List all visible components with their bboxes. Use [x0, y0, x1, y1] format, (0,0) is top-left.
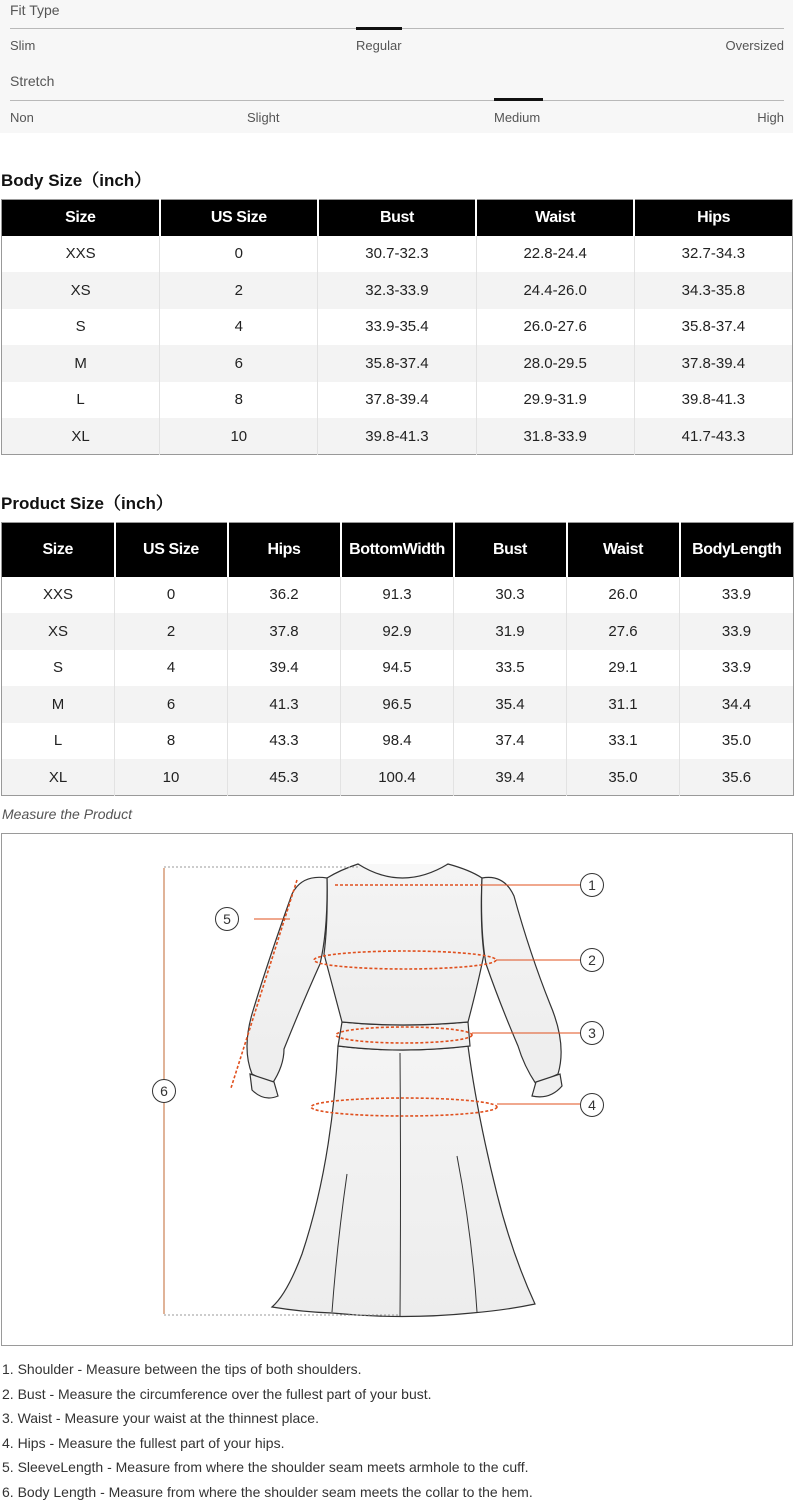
fit-panel: [0, 0, 793, 133]
table-row: [2, 759, 794, 796]
table-cell: 35.8-37.4: [318, 345, 476, 382]
table-cell: 37.4: [454, 723, 567, 760]
body-size-table: [1, 199, 793, 455]
table-cell: 2: [115, 613, 228, 650]
table-cell: 98.4: [341, 723, 454, 760]
marker-2-label: 2: [588, 952, 596, 968]
table-cell: M: [2, 345, 160, 382]
table-row: [2, 309, 793, 346]
marker-1-label: 1: [588, 877, 596, 893]
table-cell: XL: [2, 759, 115, 796]
table-cell: 31.9: [454, 613, 567, 650]
table-cell: 24.4-26.0: [476, 272, 634, 309]
note-waist: 3. Waist - Measure your waist at the thinnest place.: [2, 1410, 319, 1426]
stretch-option-high: High: [757, 110, 784, 125]
fit-type-selected-marker: [356, 27, 402, 30]
table-cell: 26.0: [567, 577, 680, 614]
table-header-row: [2, 523, 794, 577]
table-cell: 10: [160, 418, 318, 455]
table-cell: 29.1: [567, 650, 680, 687]
table-row: [2, 382, 793, 419]
product-size-title: Product Size（inch）: [1, 494, 173, 513]
measure-caption: Measure the Product: [2, 806, 132, 822]
table-cell: 45.3: [228, 759, 341, 796]
table-cell: 100.4: [341, 759, 454, 796]
table-cell: 34.3-35.8: [634, 272, 792, 309]
marker-4-label: 4: [588, 1097, 596, 1113]
column-header: Size: [2, 523, 115, 577]
table-row: [2, 236, 793, 273]
left-sleeve: [247, 877, 327, 1084]
table-cell: 39.4: [454, 759, 567, 796]
table-cell: 92.9: [341, 613, 454, 650]
marker-5: [216, 908, 239, 931]
marker-6: [153, 1080, 176, 1103]
fit-type-option-oversized: Oversized: [725, 38, 784, 53]
column-header: Hips: [228, 523, 341, 577]
table-header-row: [2, 200, 793, 236]
column-header: Bust: [454, 523, 567, 577]
right-sleeve: [482, 877, 562, 1084]
table-row: [2, 345, 793, 382]
table-cell: 35.6: [680, 759, 794, 796]
table-cell: 33.9: [721, 586, 752, 604]
table-cell: 31.1: [567, 686, 680, 723]
table-cell: 4: [160, 309, 318, 346]
note-sleeve-length: 5. SleeveLength - Measure from where the shoulder seam meets armhole to the cuff.: [2, 1459, 529, 1475]
stretch-option-medium: Medium: [494, 110, 541, 125]
table-cell: XXS: [2, 236, 160, 273]
table-cell: 27.6: [567, 613, 680, 650]
table-cell: 0: [160, 236, 318, 273]
table-cell: 35.8-37.4: [681, 318, 746, 336]
table-cell: 32.3-33.9: [318, 272, 476, 309]
table-cell: S: [2, 650, 115, 687]
table-cell: 29.9-31.9: [476, 382, 634, 419]
table-cell: XL: [2, 418, 160, 455]
column-header: BodyLength: [680, 523, 794, 577]
table-cell: 26.0-27.6: [476, 309, 634, 346]
note-hips: 4. Hips - Measure the fullest part of your hips.: [2, 1434, 285, 1451]
table-cell: 6: [160, 345, 318, 382]
note-bust: 2. Bust - Measure the circumference over the fullest part of your bust.: [2, 1385, 432, 1402]
table-cell: 35.4: [454, 686, 567, 723]
marker-3-label: 3: [588, 1025, 596, 1041]
table-cell: 8: [160, 382, 318, 419]
stretch-selected-marker: [494, 98, 543, 101]
table-cell: 34.4: [680, 686, 794, 723]
stretch-label: Stretch: [10, 73, 55, 89]
table-cell: XXS: [2, 577, 115, 614]
table-cell: M: [2, 686, 115, 723]
stretch-option-slight: Slight: [247, 110, 280, 125]
table-cell: 41.3: [228, 686, 341, 723]
table-cell: XS: [2, 613, 115, 650]
table-cell: 33.1: [567, 723, 680, 760]
column-header: BottomWidth: [341, 523, 454, 577]
table-cell: 96.5: [341, 686, 454, 723]
marker-3: [581, 1022, 604, 1045]
note-body-length: 6. Body Length - Measure from where the shoulder seam meets the collar to the hem.: [2, 1483, 533, 1500]
stretch-option-non: Non: [10, 110, 34, 125]
body-size-title: Body Size（inch）: [1, 171, 152, 190]
table-row: [2, 613, 794, 650]
table-cell: 4: [115, 650, 228, 687]
measurement-diagram: [1, 833, 793, 1346]
column-header: US Size: [160, 200, 318, 236]
table-row: [2, 723, 794, 760]
table-row: [2, 686, 794, 723]
table-cell: 41.7-43.3: [634, 418, 792, 455]
dress-illustration: [2, 834, 792, 1345]
measurement-notes: [2, 1357, 792, 1500]
column-header: Waist: [476, 200, 634, 236]
table-cell: XS: [2, 272, 160, 309]
fit-type-option-regular: Regular: [356, 38, 402, 53]
dress-bodice: [324, 864, 484, 1025]
product-size-table: [1, 522, 794, 796]
table-cell: 36.2: [228, 577, 341, 614]
table-cell: 43.3: [228, 723, 341, 760]
skirt-seam-center: [400, 1053, 401, 1316]
table-cell: 37.8: [228, 613, 341, 650]
table-cell: S: [2, 309, 160, 346]
table-cell: 39.8-41.3: [681, 391, 746, 409]
fit-type-option-slim: Slim: [10, 38, 36, 53]
table-cell: 6: [115, 686, 228, 723]
table-cell: L: [2, 723, 115, 760]
fit-type-label: Fit Type: [10, 2, 60, 18]
table-cell: 33.9: [680, 613, 794, 650]
table-cell: 0: [115, 577, 228, 614]
table-cell: L: [2, 382, 160, 419]
table-cell: 10: [115, 759, 228, 796]
table-cell: 33.9-35.4: [318, 309, 476, 346]
marker-5-label: 5: [223, 911, 231, 927]
table-cell: 39.8-41.3: [318, 418, 476, 455]
table-cell: 94.5: [341, 650, 454, 687]
marker-1: [581, 874, 604, 897]
column-header: Hips: [634, 200, 792, 236]
column-header: Size: [2, 200, 160, 236]
table-cell: 22.8-24.4: [476, 236, 634, 273]
column-header: Waist: [567, 523, 680, 577]
marker-6-label: 6: [160, 1083, 168, 1099]
table-cell: 33.9: [721, 659, 752, 677]
table-cell: 37.8-39.4: [318, 382, 476, 419]
table-row: [2, 418, 793, 455]
table-row: [2, 272, 793, 309]
marker-2: [581, 949, 604, 972]
dress-waistband: [338, 1022, 470, 1050]
table-cell: 91.3: [341, 577, 454, 614]
marker-4: [581, 1094, 604, 1117]
table-cell: 35.0: [567, 759, 680, 796]
stretch-track: [10, 100, 784, 101]
table-cell: 28.0-29.5: [476, 345, 634, 382]
note-shoulder: 1. Shoulder - Measure between the tips of both shoulders.: [2, 1361, 362, 1377]
column-header: Bust: [318, 200, 476, 236]
column-header: US Size: [115, 523, 228, 577]
table-cell: 39.4: [228, 650, 341, 687]
table-cell: 32.7-34.3: [681, 245, 746, 263]
dress-skirt: [272, 1046, 535, 1317]
table-cell: 35.0: [721, 732, 752, 750]
table-cell: 31.8-33.9: [476, 418, 634, 455]
table-row: [2, 577, 794, 614]
table-cell: 2: [160, 272, 318, 309]
table-cell: 33.5: [454, 650, 567, 687]
table-row: [2, 650, 794, 687]
table-cell: 8: [115, 723, 228, 760]
table-cell: 37.8-39.4: [634, 345, 792, 382]
table-cell: 30.3: [454, 577, 567, 614]
table-cell: 30.7-32.3: [318, 236, 476, 273]
